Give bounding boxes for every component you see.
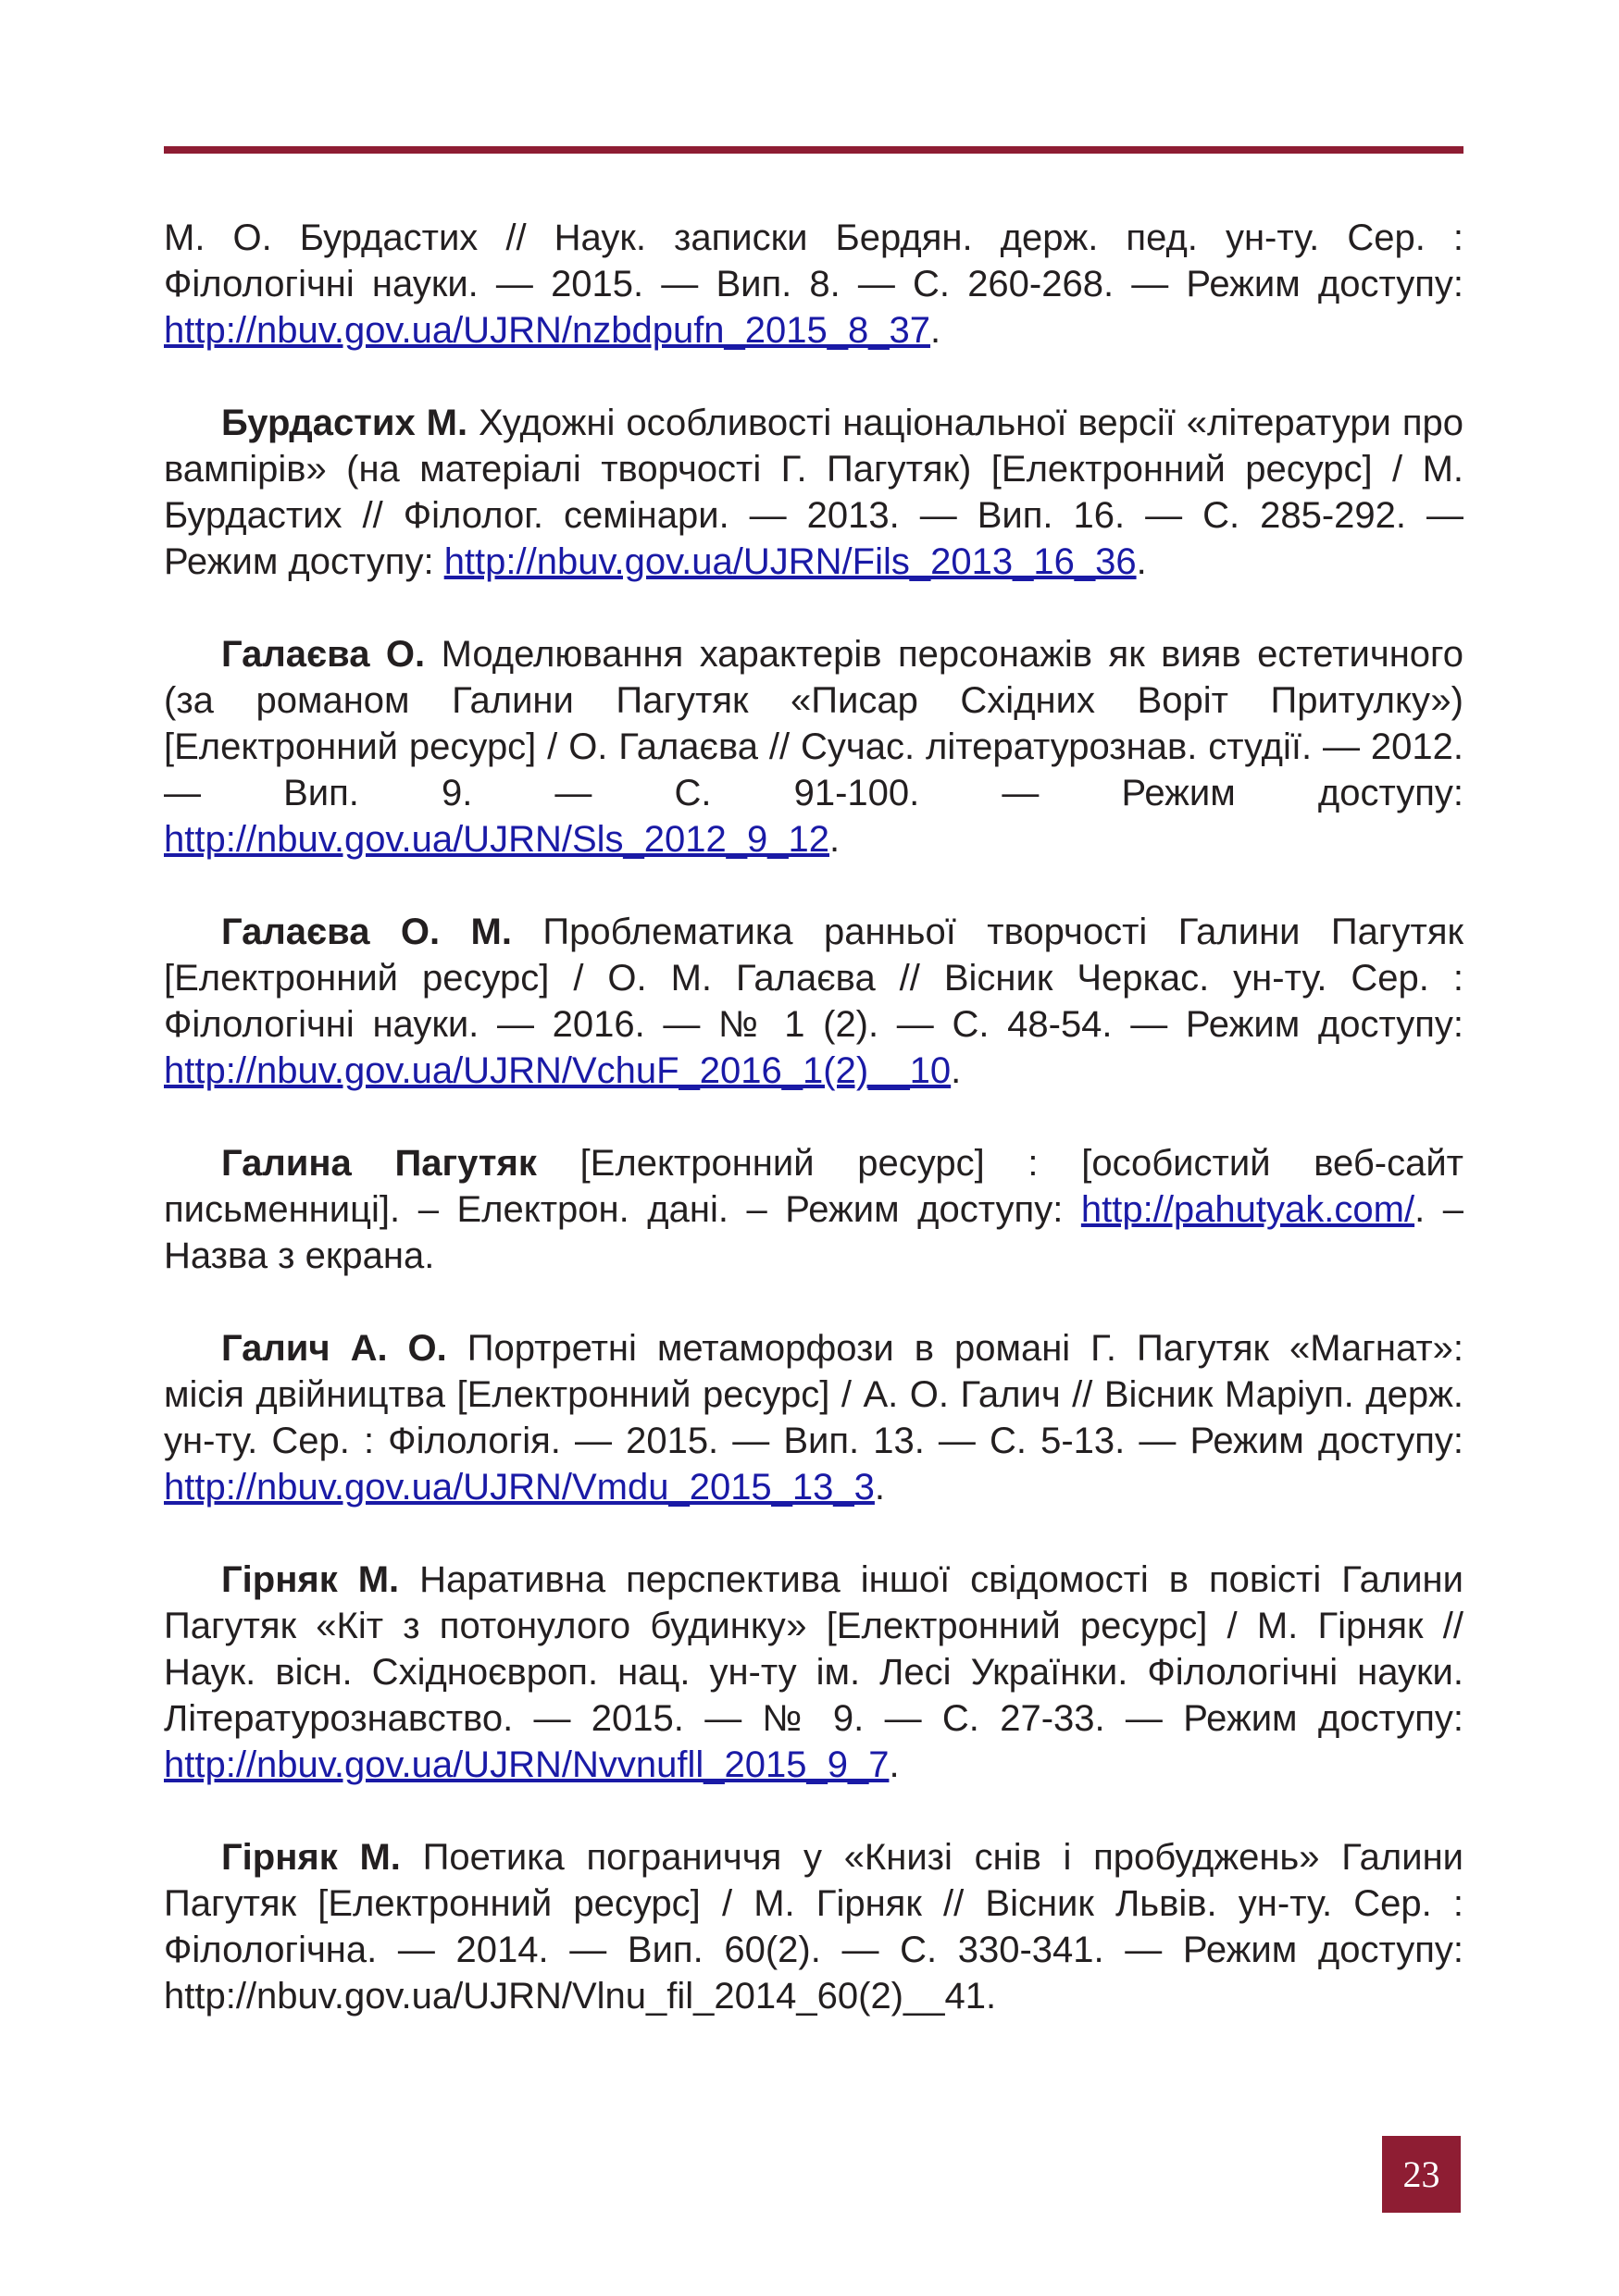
bibliography-entry <box>164 909 1463 1094</box>
bibliography-entry <box>164 1834 1463 2019</box>
entry-link[interactable]: http://nbuv.gov.ua/UJRN/nzbdpufn_2015_8_37 <box>164 310 931 351</box>
entry-link[interactable]: http://nbuv.gov.ua/UJRN/Vmdu_2015_13_3 <box>164 1467 875 1508</box>
entry-link[interactable]: http://nbuv.gov.ua/UJRN/VchuF_2016_1(2)__10 <box>164 1050 952 1091</box>
entry-text: Поетика пограниччя у «Книзі снів і пробуджень» Галини Пагутяк [Електронний ресурс] / М. Гірняк // Вісник Львів. ун-ту. Сер. : Філологічна. — 2014. — Вип. 60(2). — С. 330-341. — Режим доступу: http://nbuv.gov.ua/UJRN/Vlnu_fil_2014_60(2)__41. <box>164 1837 1463 2017</box>
bibliography-entry <box>164 400 1463 585</box>
page-number: 23 <box>1382 2136 1461 2213</box>
top-rule <box>164 146 1463 154</box>
bibliography-entry <box>164 215 1463 354</box>
entry-author: Галина Пагутяк <box>221 1143 537 1184</box>
entry-text: Моделювання характерів персонажів як вияв естетичного (за романом Галини Пагутяк «Писар Східних Воріт Притулку») [Електронний ресурс] / О. Галаєва // Сучас. літературознав. студії. — 2012. — Вип. 9. — С. 91-100. — Режим доступу: <box>164 634 1463 813</box>
entry-author: Бурдастих М. <box>221 403 468 443</box>
entry-link[interactable]: http://nbuv.gov.ua/UJRN/Nvvnufll_2015_9_7 <box>164 1744 890 1785</box>
bibliography-entry <box>164 1325 1463 1510</box>
entry-tail: . – Назва з екрана. <box>164 1189 1463 1276</box>
entry-author: Гірняк М. <box>221 1559 400 1600</box>
entry-text: Наративна перспектива іншої свідомості в повісті Галини Пагутяк «Кіт з потонулого будинку» [Електронний ресурс] / М. Гірняк // Наук. вісн. Східноєвроп. нац. ун-ту ім. Лесі Українки. Філологічні науки. Літературознавство. — 2015. — № 9. — С. 27-33. — Режим доступу: <box>164 1559 1463 1739</box>
entry-author: Галаєва О. М. <box>221 912 512 952</box>
entry-tail: . <box>874 1467 886 1508</box>
bibliography-entry <box>164 1557 1463 1788</box>
entry-tail: . <box>828 819 841 860</box>
bibliography-entry <box>164 631 1463 863</box>
entry-link[interactable]: http://nbuv.gov.ua/UJRN/Sls_2012_9_12 <box>164 819 829 860</box>
entry-link[interactable]: http://pahutyak.com/ <box>1080 1189 1415 1230</box>
bibliography-entry <box>164 1140 1463 1279</box>
entry-text: Портретні метаморфози в романі Г. Пагутяк «Магнат»: місія двійництва [Електронний ресурс] / А. О. Галич // Вісник Маріуп. держ. ун-ту. Сер. : Філологія. — 2015. — Вип. 13. — С. 5-13. — Режим доступу: <box>164 1328 1464 1461</box>
bibliography-list <box>164 215 1463 2066</box>
entry-tail: . <box>930 310 941 351</box>
entry-text: М. О. Бурдастих // Наук. записки Бердян. держ. пед. ун-ту. Сер. : Філологічні науки. — 2015. — Вип. 8. — С. 260-268. — Режим доступу: <box>164 217 1463 304</box>
entry-tail: . <box>951 1050 962 1091</box>
entry-link[interactable]: http://nbuv.gov.ua/UJRN/Fils_2013_16_36 <box>443 541 1137 582</box>
entry-tail: . <box>1136 541 1147 582</box>
entry-author: Гірняк М. <box>221 1837 401 1878</box>
entry-text: Художні особливості національної версії «літератури про вампірів» (на матеріалі творчості Г. Пагутяк) [Електронний ресурс] / М. Бурдастих // Філолог. семінари. — 2013. — Вип. 16. — С. 285-292. — Режим доступу: <box>164 403 1464 582</box>
entry-text: Проблематика ранньої творчості Галини Пагутяк [Електронний ресурс] / О. М. Галаєва // Вісник Черкас. ун-ту. Сер. : Філологічні науки. — 2016. — № 1 (2). — С. 48-54. — Режим доступу: <box>164 912 1463 1045</box>
entry-author: Галич А. О. <box>221 1328 447 1369</box>
entry-author: Галаєва О. <box>221 634 426 675</box>
entry-text: [Електронний ресурс] : [особистий веб-сайт письменниці]. – Електрон. дані. – Режим доступу: <box>164 1143 1463 1230</box>
entry-tail: . <box>889 1744 900 1785</box>
